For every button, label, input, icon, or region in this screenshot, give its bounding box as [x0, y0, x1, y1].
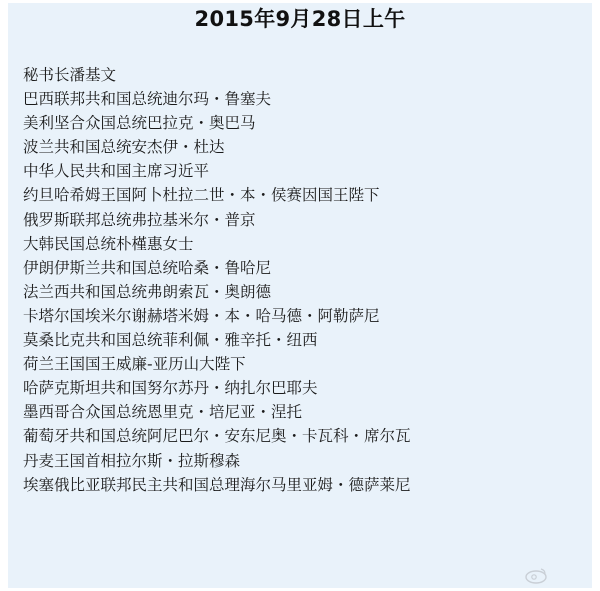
list-item: 丹麦王国首相拉尔斯・拉斯穆森	[23, 451, 241, 470]
list-item: 波兰共和国总统安杰伊・杜达	[23, 138, 225, 157]
list-item: 卡塔尔国埃米尔谢赫塔米姆・本・哈马德・阿勒萨尼	[23, 306, 380, 325]
list-item: 中华人民共和国主席习近平	[23, 162, 210, 181]
content-panel	[8, 3, 592, 588]
page-title: 2015年9月28日上午	[194, 7, 406, 31]
list-item: 巴西联邦共和国总统迪尔玛・鲁塞夫	[23, 90, 272, 109]
list-item: 俄罗斯联邦总统弗拉基米尔・普京	[23, 210, 256, 229]
list-item: 大韩民国总统朴槿惠女士	[23, 234, 194, 253]
list-item: 约旦哈希姆王国阿卜杜拉二世・本・侯赛因国王陛下	[23, 186, 380, 205]
list-item: 埃塞俄比亚联邦民主共和国总理海尔马里亚姆・德萨莱尼	[23, 475, 411, 494]
list-item: 荷兰王国国王威廉-亚历山大陛下	[23, 355, 246, 374]
watermark-logo-icon	[524, 566, 548, 584]
list-item: 法兰西共和国总统弗朗索瓦・奥朗德	[23, 282, 272, 301]
list-item: 墨西哥合众国总统恩里克・培尼亚・涅托	[23, 403, 303, 422]
list-item: 莫桑比克共和国总统菲利佩・雅辛托・纽西	[23, 331, 318, 350]
list-item: 秘书长潘基文	[23, 66, 117, 84]
list-item: 美利坚合众国总统巴拉克・奥巴马	[23, 114, 256, 133]
list-item: 伊朗伊斯兰共和国总统哈桑・鲁哈尼	[23, 258, 272, 277]
speaker-list	[23, 63, 411, 497]
list-item: 葡萄牙共和国总统阿尼巴尔・安东尼奥・卡瓦科・席尔瓦	[23, 427, 411, 446]
list-item: 哈萨克斯坦共和国努尔苏丹・纳扎尔巴耶夫	[23, 379, 318, 398]
